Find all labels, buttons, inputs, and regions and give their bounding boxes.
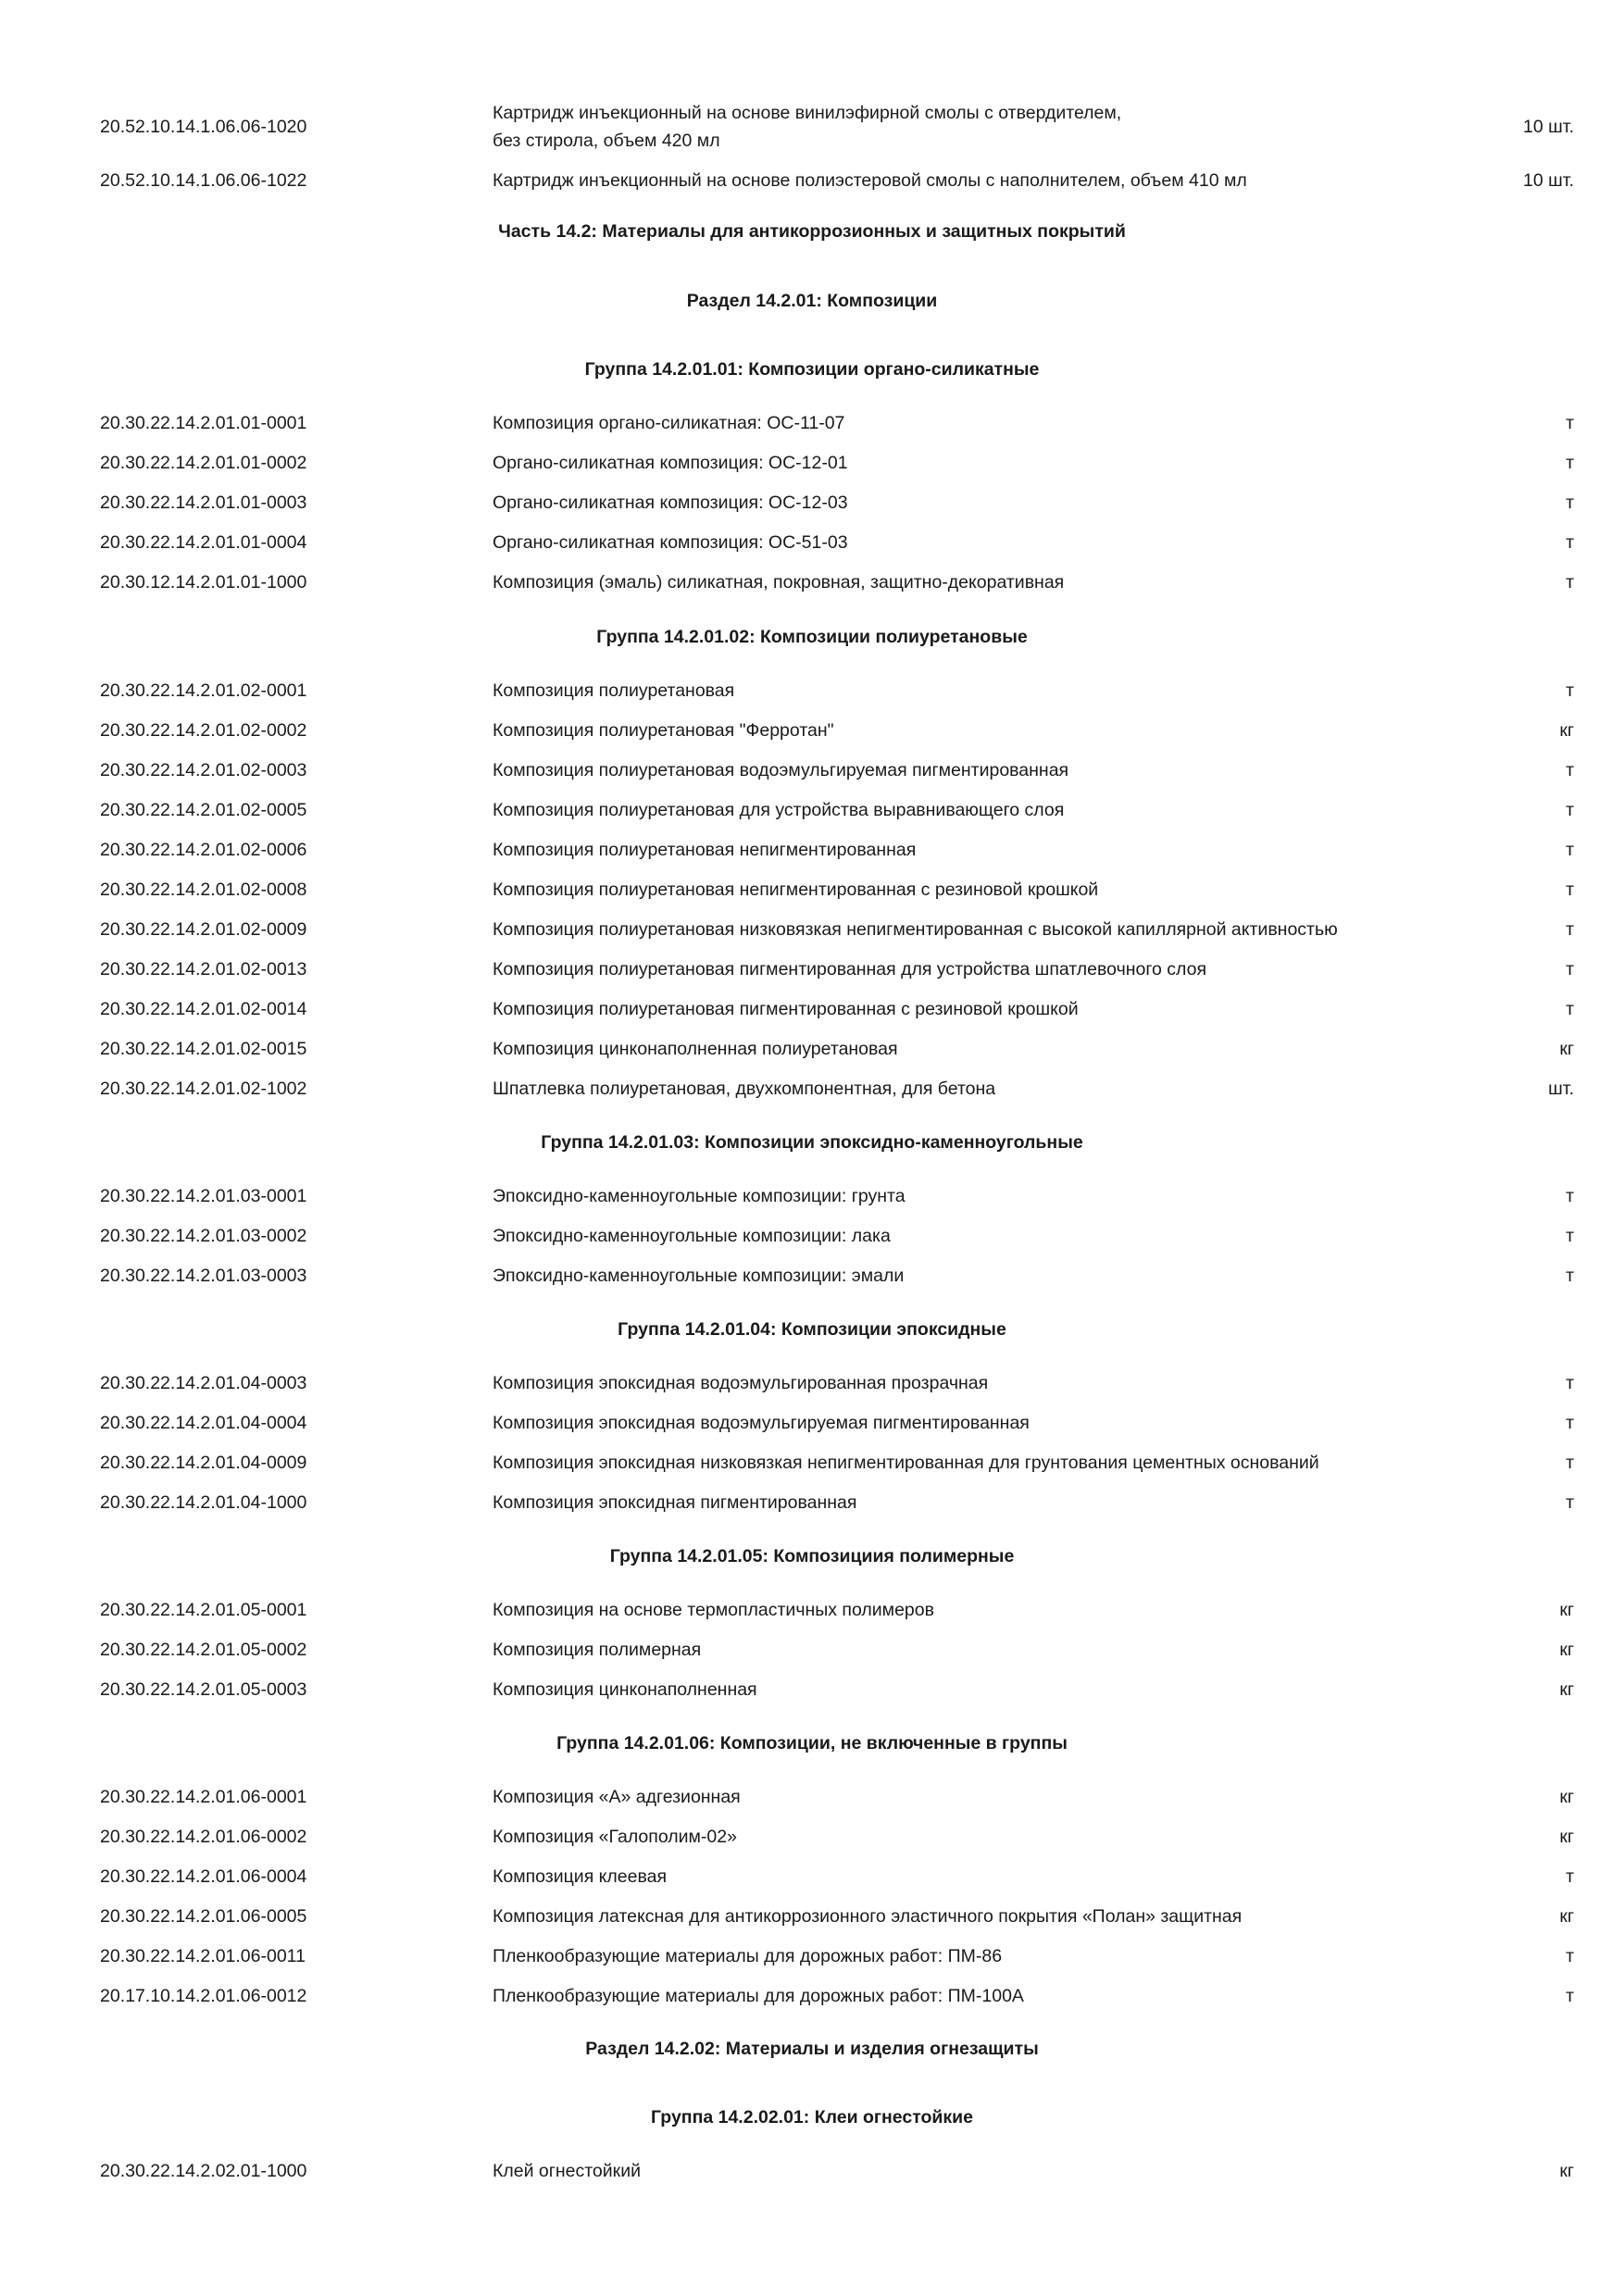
item-code: 20.30.22.14.2.01.02-0008 — [100, 880, 307, 900]
item-unit: т — [1566, 800, 1574, 820]
item-code: 20.30.22.14.2.01.02-0009 — [100, 919, 307, 940]
item-code: 20.30.22.14.2.01.05-0001 — [100, 1600, 307, 1620]
item-unit: т — [1566, 1373, 1574, 1393]
item-code: 20.30.22.14.2.01.02-0013 — [100, 959, 307, 980]
item-unit: т — [1566, 999, 1574, 1019]
section-heading — [0, 626, 1624, 648]
item-unit: т — [1566, 1946, 1574, 1966]
item-code: 20.30.22.14.2.01.06-0002 — [100, 1827, 307, 1847]
item-name: Органо-силикатная композиция: ОС-51-03 — [493, 532, 848, 553]
heading-text: Раздел 14.2.02: Материалы и изделия огнезащиты — [585, 2039, 1039, 2059]
item-name: Шпатлевка полиуретановая, двухкомпонентная, для бетона — [493, 1079, 996, 1099]
item-name: Композиция полиуретановая для устройства выравнивающего слоя — [493, 800, 1065, 820]
item-name: Композиция латексная для антикоррозионного эластичного покрытия «Полан» защитная — [493, 1906, 1243, 1927]
section-heading — [0, 1318, 1624, 1341]
section-heading — [0, 290, 1624, 312]
item-code: 20.30.22.14.2.01.06-0005 — [100, 1906, 307, 1927]
item-code: 20.30.22.14.2.01.02-1002 — [100, 1079, 307, 1099]
item-name: Клей огнестойкий — [493, 2161, 641, 2181]
item-name: Композиция полиуретановая низковязкая непигментированная с высокой капиллярной активностью — [493, 919, 1338, 940]
item-unit: кг — [1559, 2161, 1574, 2181]
item-code: 20.30.22.14.2.01.04-0009 — [100, 1453, 307, 1473]
item-unit: 10 шт. — [1523, 117, 1574, 137]
item-name: Композиция органо-силикатная: ОС-11-07 — [493, 413, 845, 433]
item-unit: т — [1566, 1492, 1574, 1513]
section-heading — [0, 1732, 1624, 1754]
item-unit: шт. — [1548, 1079, 1574, 1099]
heading-text: Группа 14.2.01.06: Композиции, не включенные в группы — [556, 1733, 1068, 1753]
item-unit: т — [1566, 413, 1574, 433]
item-code: 20.30.22.14.2.01.02-0014 — [100, 999, 307, 1019]
heading-text: Часть 14.2: Материалы для антикоррозионных и защитных покрытий — [498, 221, 1126, 242]
section-heading — [0, 358, 1624, 381]
item-code: 20.30.22.14.2.01.04-0004 — [100, 1413, 307, 1433]
item-unit: т — [1566, 1413, 1574, 1433]
item-name: Органо-силикатная композиция: ОС-12-03 — [493, 493, 848, 513]
section-heading — [0, 220, 1624, 243]
item-name: Композиция эпоксидная водоэмульгированная прозрачная — [493, 1373, 989, 1393]
item-code: 20.30.22.14.2.01.03-0003 — [100, 1266, 307, 1286]
item-name: Эпоксидно-каменноугольные композиции: эмали — [493, 1266, 905, 1286]
item-name: Композиция полиуретановая пигментированная с резиновой крошкой — [493, 999, 1079, 1019]
item-unit: т — [1566, 1186, 1574, 1206]
item-name: Композиция (эмаль) силикатная, покровная, защитно-декоративная — [493, 572, 1065, 593]
item-unit: т — [1566, 493, 1574, 513]
item-name: Композиция полимерная — [493, 1640, 702, 1660]
item-name-line: без стирола, объем 420 мл — [493, 131, 720, 151]
item-name: Композиция полиуретановая пигментированная для устройства шпатлевочного слоя — [493, 959, 1207, 980]
item-code: 20.52.10.14.1.06.06-1020 — [100, 117, 307, 137]
item-unit: т — [1566, 1266, 1574, 1286]
item-unit: т — [1566, 532, 1574, 553]
item-unit: т — [1566, 572, 1574, 593]
item-unit: т — [1566, 1866, 1574, 1887]
section-heading — [0, 2038, 1624, 2060]
item-unit: т — [1566, 840, 1574, 860]
item-code: 20.30.12.14.2.01.01-1000 — [100, 572, 307, 593]
item-name: Пленкообразующие материалы для дорожных работ: ПМ-100А — [493, 1986, 1024, 2006]
heading-text: Группа 14.2.01.01: Композиции органо-силикатные — [584, 359, 1040, 380]
item-name: Пленкообразующие материалы для дорожных работ: ПМ-86 — [493, 1946, 1003, 1966]
heading-text: Группа 14.2.01.05: Композициия полимерные — [609, 1546, 1015, 1566]
item-code: 20.30.22.14.2.01.02-0005 — [100, 800, 307, 820]
item-code: 20.30.22.14.2.01.03-0002 — [100, 1226, 307, 1246]
item-code: 20.17.10.14.2.01.06-0012 — [100, 1986, 307, 2006]
item-code: 20.30.22.14.2.01.04-1000 — [100, 1492, 307, 1513]
item-code: 20.30.22.14.2.01.02-0003 — [100, 760, 307, 780]
item-unit: т — [1566, 1453, 1574, 1473]
item-unit: т — [1566, 880, 1574, 900]
item-name: Композиция цинконаполненная — [493, 1679, 757, 1700]
item-unit: 10 шт. — [1523, 170, 1574, 191]
section-heading — [0, 2106, 1624, 2128]
item-name: Органо-силикатная композиция: ОС-12-01 — [493, 453, 848, 473]
item-code: 20.30.22.14.2.01.01-0003 — [100, 493, 307, 513]
heading-text: Группа 14.2.01.02: Композиции полиуретановые — [596, 627, 1028, 647]
item-unit: т — [1566, 680, 1574, 701]
item-name: Композиция эпоксидная водоэмульгируемая пигментированная — [493, 1413, 1030, 1433]
item-code: 20.30.22.14.2.01.04-0003 — [100, 1373, 307, 1393]
item-code: 20.30.22.14.2.01.05-0003 — [100, 1679, 307, 1700]
item-unit: т — [1566, 1986, 1574, 2006]
item-code: 20.30.22.14.2.01.06-0001 — [100, 1787, 307, 1807]
item-name — [493, 102, 1437, 152]
item-name: Картридж инъекционный на основе полиэстеровой смолы с наполнителем, объем 410 мл — [493, 170, 1247, 191]
item-unit: кг — [1559, 1679, 1574, 1700]
item-name: Композиция «Галополим-02» — [493, 1827, 737, 1847]
item-unit: кг — [1559, 1906, 1574, 1927]
item-code: 20.30.22.14.2.01.02-0015 — [100, 1039, 307, 1059]
item-code: 20.30.22.14.2.01.05-0002 — [100, 1640, 307, 1660]
heading-text: Раздел 14.2.01: Композиции — [686, 291, 938, 311]
item-unit: кг — [1559, 1600, 1574, 1620]
section-heading — [0, 1545, 1624, 1567]
item-name: Композиция полиуретановая "Ферротан" — [493, 720, 834, 741]
item-unit: т — [1566, 919, 1574, 940]
item-name: Эпоксидно-каменноугольные композиции: лака — [493, 1226, 891, 1246]
item-name: Эпоксидно-каменноугольные композиции: грунта — [493, 1186, 906, 1206]
item-name: Композиция «А» адгезионная — [493, 1787, 741, 1807]
item-name: Композиция эпоксидная низковязкая непигментированная для грунтования цементных оснований — [493, 1453, 1319, 1473]
item-unit: т — [1566, 453, 1574, 473]
heading-text: Группа 14.2.02.01: Клеи огнестойкие — [650, 2107, 974, 2128]
item-code: 20.30.22.14.2.02.01-1000 — [100, 2161, 307, 2181]
section-heading — [0, 1131, 1624, 1154]
item-name: Композиция полиуретановая водоэмульгируемая пигментированная — [493, 760, 1069, 780]
item-name: Композиция полиуретановая непигментированная с резиновой крошкой — [493, 880, 1099, 900]
item-name: Композиция эпоксидная пигментированная — [493, 1492, 857, 1513]
item-code: 20.30.22.14.2.01.02-0002 — [100, 720, 307, 741]
item-name: Композиция на основе термопластичных полимеров — [493, 1600, 934, 1620]
item-unit: кг — [1559, 1787, 1574, 1807]
item-code: 20.30.22.14.2.01.01-0002 — [100, 453, 307, 473]
item-unit: т — [1566, 1226, 1574, 1246]
item-name: Композиция полиуретановая непигментированная — [493, 840, 917, 860]
item-unit: кг — [1559, 720, 1574, 741]
item-code: 20.52.10.14.1.06.06-1022 — [100, 170, 307, 191]
heading-text: Группа 14.2.01.03: Композиции эпоксидно-каменноугольные — [541, 1132, 1083, 1153]
item-name: Композиция полиуретановая — [493, 680, 735, 701]
heading-text: Группа 14.2.01.04: Композиции эпоксидные — [618, 1319, 1006, 1340]
item-code: 20.30.22.14.2.01.01-0001 — [100, 413, 307, 433]
item-unit: кг — [1559, 1640, 1574, 1660]
item-name: Композиция клеевая — [493, 1866, 668, 1887]
item-unit: кг — [1559, 1827, 1574, 1847]
item-code: 20.30.22.14.2.01.03-0001 — [100, 1186, 307, 1206]
item-code: 20.30.22.14.2.01.02-0001 — [100, 680, 307, 701]
item-code: 20.30.22.14.2.01.06-0011 — [100, 1946, 306, 1966]
item-code: 20.30.22.14.2.01.06-0004 — [100, 1866, 307, 1887]
item-code: 20.30.22.14.2.01.01-0004 — [100, 532, 307, 553]
item-name-line: Картридж инъекционный на основе винилэфирной смолы с отвердителем, — [493, 103, 1122, 123]
item-unit: кг — [1559, 1039, 1574, 1059]
item-name: Композиция цинконаполненная полиуретановая — [493, 1039, 898, 1059]
item-code: 20.30.22.14.2.01.02-0006 — [100, 840, 307, 860]
item-unit: т — [1566, 959, 1574, 980]
item-unit: т — [1566, 760, 1574, 780]
